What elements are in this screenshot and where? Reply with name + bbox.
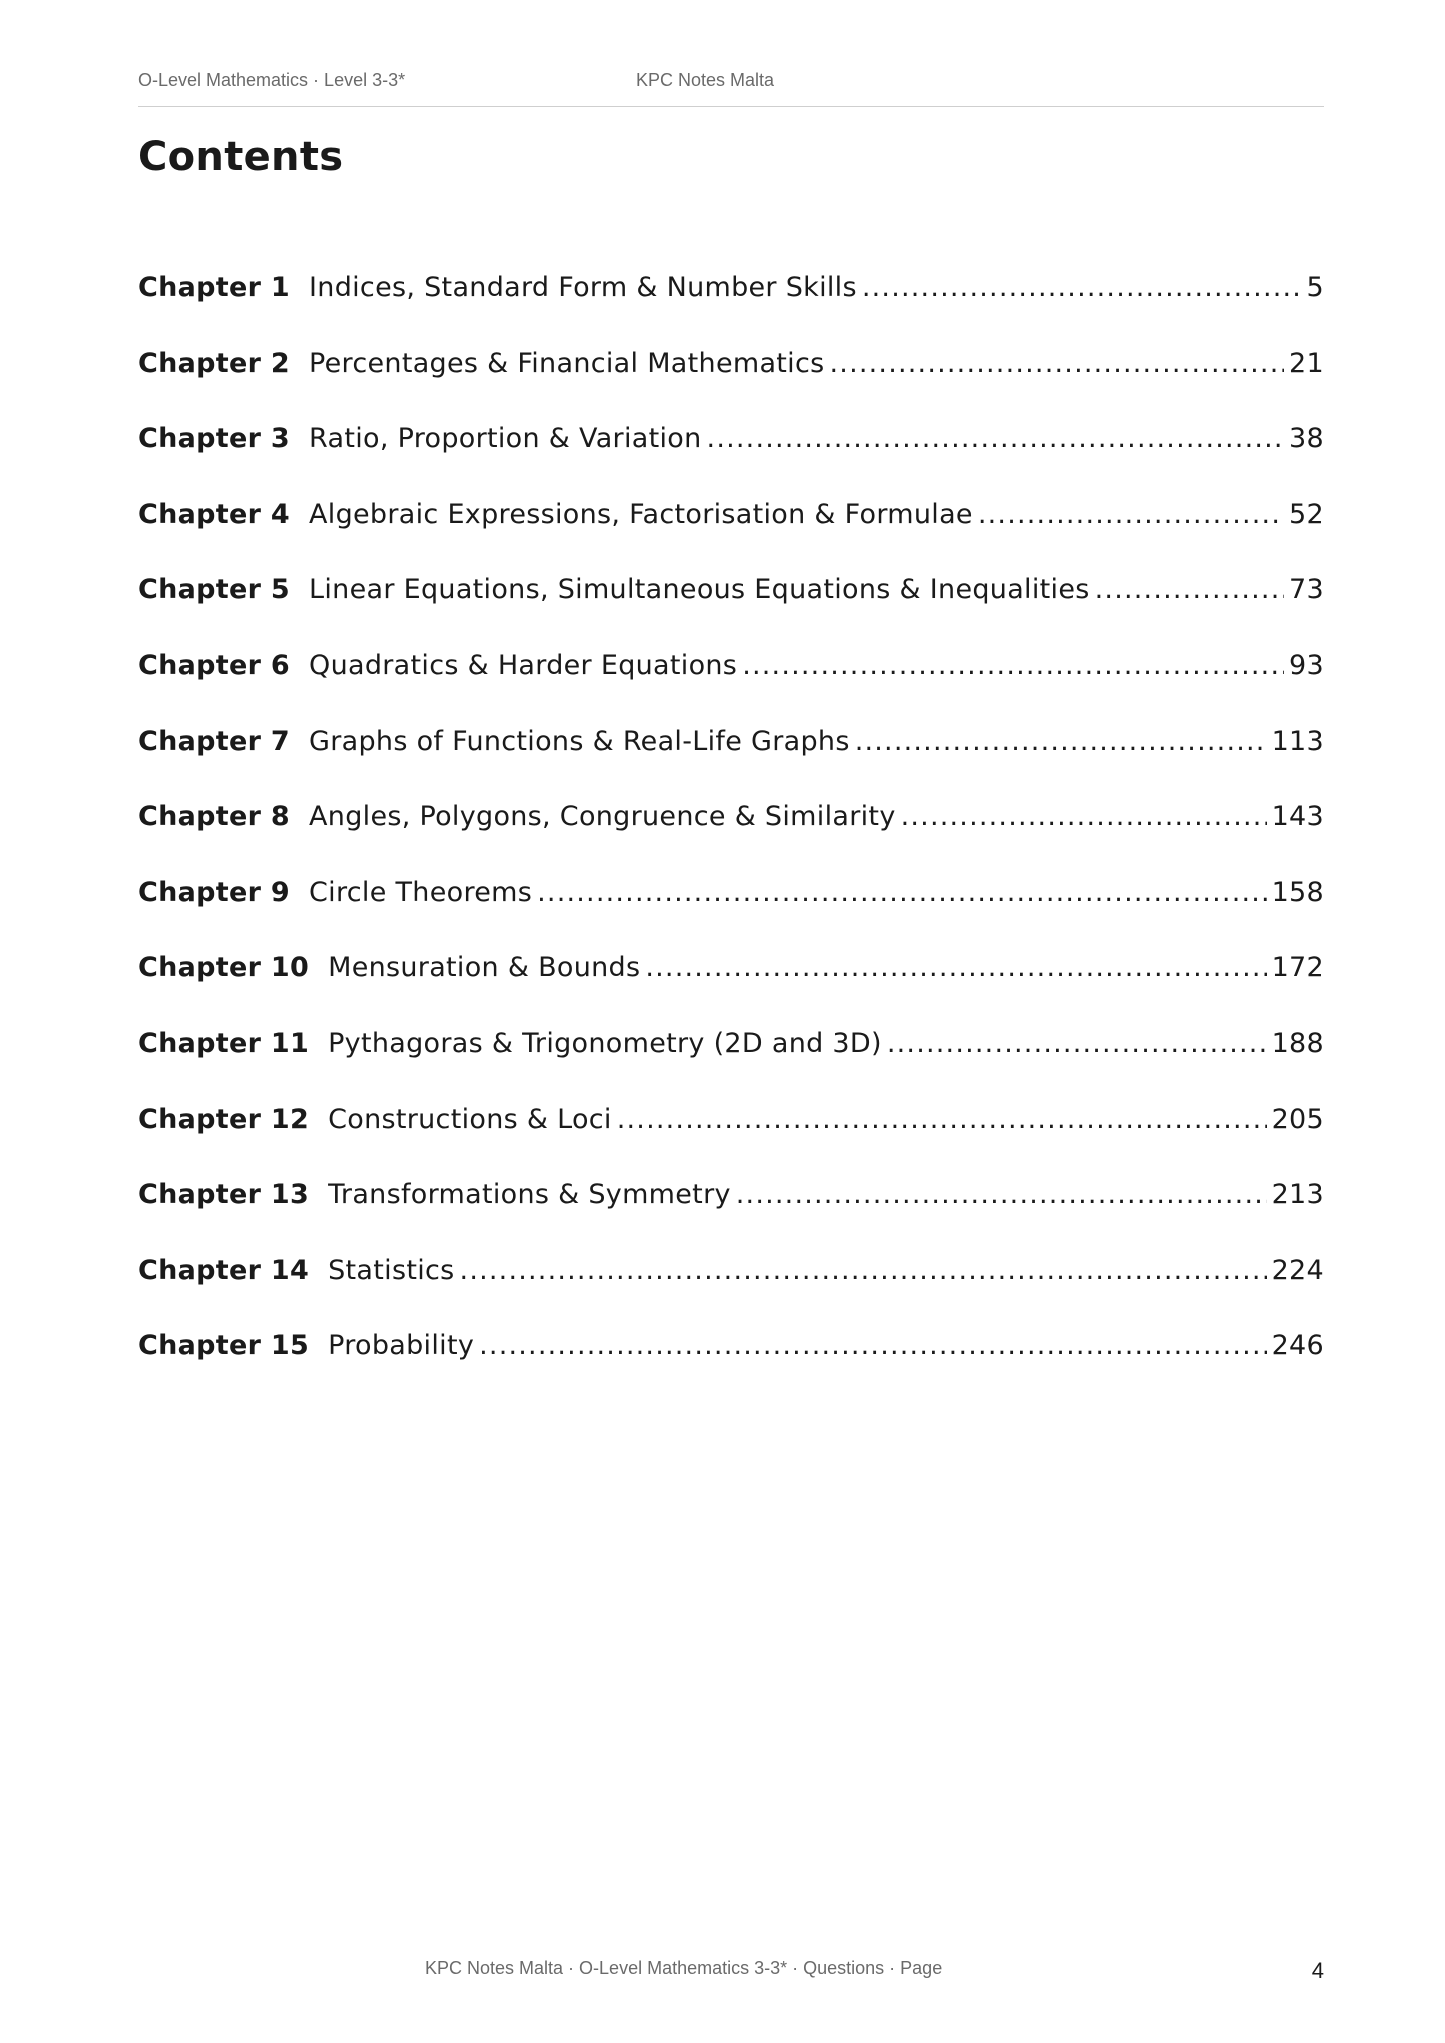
toc-chapter-title: Quadratics & Harder Equations <box>309 649 738 681</box>
toc-dot-leader <box>537 877 1266 908</box>
running-footer <box>138 1958 1324 1988</box>
toc-entry-chapter-2[interactable] <box>138 348 1324 424</box>
page-title: Contents <box>138 134 344 180</box>
toc-chapter-label: Chapter 13 <box>138 1179 310 1211</box>
toc-entry-chapter-12[interactable] <box>138 1104 1324 1180</box>
toc-chapter-title: Probability <box>328 1330 475 1362</box>
toc-dot-leader <box>1095 574 1284 605</box>
toc-chapter-label: Chapter 4 <box>138 498 291 530</box>
toc-page-number: 5 <box>1306 272 1324 303</box>
toc-dot-leader <box>830 348 1285 379</box>
toc-chapter-title: Percentages & Financial Mathematics <box>309 347 825 379</box>
toc-dot-leader <box>707 423 1285 454</box>
toc-chapter-label: Chapter 10 <box>138 952 310 984</box>
toc-chapter-label: Chapter 3 <box>138 423 291 455</box>
toc-chapter-title: Mensuration & Bounds <box>328 952 641 984</box>
toc-page-number: 224 <box>1271 1254 1324 1286</box>
toc-entry-chapter-15[interactable] <box>138 1330 1324 1406</box>
toc-chapter-title: Constructions & Loci <box>328 1103 612 1135</box>
toc-page-number: 246 <box>1271 1330 1324 1362</box>
toc-dot-leader <box>887 1028 1267 1059</box>
toc-dot-leader <box>736 1179 1267 1210</box>
toc-page-number: 38 <box>1289 423 1324 455</box>
header-course-title: O-Level Mathematics · Level 3-3* <box>138 70 406 90</box>
toc-entry-chapter-4[interactable] <box>138 499 1324 575</box>
toc-chapter-title: Circle Theorems <box>309 876 533 908</box>
toc-page-number: 21 <box>1289 347 1324 379</box>
toc-chapter-title: Statistics <box>328 1254 455 1286</box>
toc-chapter-label: Chapter 9 <box>138 876 291 908</box>
toc-page-number: 172 <box>1271 952 1324 984</box>
header-publisher: KPC Notes Malta <box>636 70 775 90</box>
toc-chapter-label: Chapter 12 <box>138 1103 310 1135</box>
toc-entry-chapter-14[interactable] <box>138 1255 1324 1331</box>
toc-chapter-label: Chapter 2 <box>138 347 291 379</box>
toc-dot-leader <box>742 650 1284 681</box>
toc-entry-chapter-1[interactable] <box>138 272 1324 348</box>
toc-chapter-label: Chapter 6 <box>138 649 291 681</box>
toc-page-number: 143 <box>1271 801 1324 833</box>
toc-chapter-label: Chapter 1 <box>138 272 291 303</box>
toc-entry-chapter-3[interactable] <box>138 423 1324 499</box>
toc-chapter-label: Chapter 14 <box>138 1254 310 1286</box>
toc-dot-leader <box>479 1330 1266 1361</box>
footer-text: KPC Notes Malta · O-Level Mathematics 3-3* · Questions · Page <box>425 1958 943 1978</box>
toc-page-number: 205 <box>1271 1103 1324 1135</box>
toc-dot-leader <box>617 1104 1267 1135</box>
toc-dot-leader <box>460 1255 1267 1286</box>
toc-page-number: 93 <box>1289 649 1324 681</box>
toc-chapter-title: Linear Equations, Simultaneous Equations & Inequalities <box>309 574 1090 606</box>
toc-chapter-title: Ratio, Proportion & Variation <box>309 423 702 455</box>
toc-chapter-title: Algebraic Expressions, Factorisation & Formulae <box>309 498 973 530</box>
toc-entry-chapter-10[interactable] <box>138 952 1324 1028</box>
toc-entry-chapter-13[interactable] <box>138 1179 1324 1255</box>
toc-dot-leader <box>855 726 1267 757</box>
toc-dot-leader <box>901 801 1267 832</box>
toc-dot-leader <box>978 499 1284 530</box>
toc-page-number: 113 <box>1271 725 1324 757</box>
toc-entry-chapter-5[interactable] <box>138 574 1324 650</box>
toc-chapter-title: Angles, Polygons, Congruence & Similarity <box>309 801 896 833</box>
table-of-contents <box>138 272 1324 1406</box>
toc-dot-leader <box>862 272 1302 303</box>
toc-chapter-label: Chapter 7 <box>138 725 291 757</box>
running-header <box>138 70 1324 107</box>
toc-entry-chapter-7[interactable] <box>138 726 1324 802</box>
toc-chapter-title: Indices, Standard Form & Number Skills <box>309 272 857 303</box>
footer-page-number: 4 <box>1311 1958 1324 1983</box>
toc-chapter-label: Chapter 8 <box>138 801 291 833</box>
toc-chapter-title: Graphs of Functions & Real-Life Graphs <box>309 725 850 757</box>
toc-chapter-title: Pythagoras & Trigonometry (2D and 3D) <box>328 1027 882 1059</box>
toc-chapter-label: Chapter 11 <box>138 1027 310 1059</box>
toc-chapter-label: Chapter 5 <box>138 574 291 606</box>
toc-page-number: 73 <box>1289 574 1324 606</box>
toc-entry-chapter-11[interactable] <box>138 1028 1324 1104</box>
toc-page-number: 52 <box>1289 498 1324 530</box>
toc-page-number: 188 <box>1271 1027 1324 1059</box>
toc-dot-leader <box>645 952 1266 983</box>
toc-chapter-title: Transformations & Symmetry <box>328 1179 731 1211</box>
toc-entry-chapter-6[interactable] <box>138 650 1324 726</box>
toc-chapter-label: Chapter 15 <box>138 1330 310 1362</box>
toc-page-number: 213 <box>1271 1179 1324 1211</box>
toc-entry-chapter-9[interactable] <box>138 877 1324 953</box>
toc-page-number: 158 <box>1271 876 1324 908</box>
toc-entry-chapter-8[interactable] <box>138 801 1324 877</box>
